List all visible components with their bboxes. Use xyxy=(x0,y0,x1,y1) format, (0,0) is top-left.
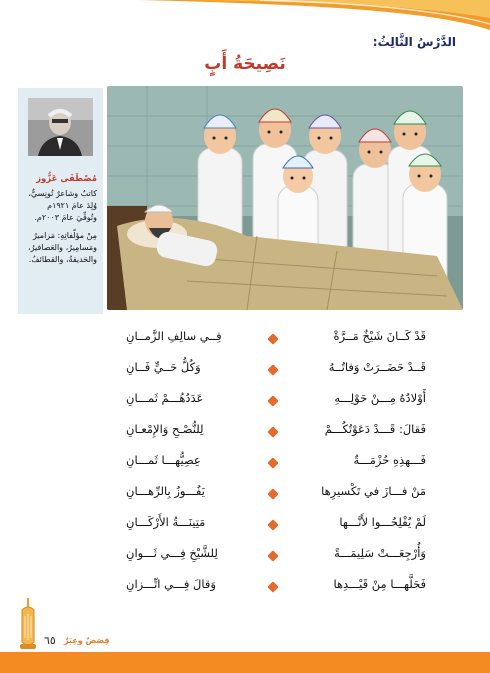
author-bio-line: مِنْ مؤلّفاتِهِ: مَزاميرُ xyxy=(32,231,97,240)
verse-first-hemistich: لَمْ يُفْلِحُـــوا لأَنَّـــها xyxy=(339,515,426,529)
lamp-ornament-icon xyxy=(16,598,40,652)
diamond-icon xyxy=(267,426,278,437)
poem-verse xyxy=(0,542,490,572)
diamond-icon xyxy=(267,581,278,592)
diamond-icon xyxy=(267,364,278,375)
lesson-title: نَصِيحَةُ أَبٍ xyxy=(204,54,286,74)
verse-second-hemistich: مَتِينَـــةُ الأَرْكَـــانِ xyxy=(126,515,206,529)
author-name: مُصْطَفَى عَزُّوز xyxy=(36,174,97,184)
poem-verse xyxy=(0,449,490,479)
verse-first-hemistich: فَحَلَّهـــا مِنْ قَيْـــدِها xyxy=(333,577,426,591)
footer-bar xyxy=(0,652,490,673)
story-illustration xyxy=(107,86,463,310)
page-number: ٦٥ xyxy=(44,634,56,647)
author-bio-line: وتُوفِّيَ عامَ ٢٠٠٣م. xyxy=(34,213,97,222)
verse-second-hemistich: لِلشَّيْخِ فِـــي ثَـــوانِ xyxy=(126,546,218,560)
verse-first-hemistich: مَنْ فـــازَ في تَكْسيرِها xyxy=(321,484,426,498)
verse-first-hemistich: أَوْلادُهُ مِـــنْ حَوْلِـــهِ xyxy=(334,391,426,405)
verse-first-hemistich: وَأُرْجِعَـــتْ سَلِيمَـــةً xyxy=(334,546,426,560)
author-bio-line: والحَديقةُ، والقطائفُ. xyxy=(28,255,97,264)
verse-first-hemistich: فَقالَ: قَـــدْ دَعَوْتُكُـــمْ xyxy=(324,422,426,436)
diamond-icon xyxy=(267,457,278,468)
lesson-label: الدَّرْسُ الثَّالِثُ: xyxy=(372,35,456,49)
author-bio-line: وُلِدَ عامَ ١٩٢١م xyxy=(47,201,97,210)
verse-first-hemistich: فَـــهذِهِ حُزْمَـــةٌ xyxy=(353,453,426,467)
diamond-icon xyxy=(267,519,278,530)
poem-verse xyxy=(0,573,490,603)
author-bio-line: ومَسامِيرُ، والعَصافيرُ، xyxy=(28,243,97,252)
verse-second-hemistich: يَفُـــوزُ بِالرِّهـــانِ xyxy=(126,484,205,498)
diamond-icon xyxy=(267,488,278,499)
author-photo xyxy=(28,98,93,156)
diamond-icon xyxy=(267,333,278,344)
poem-verse xyxy=(0,356,490,386)
author-panel xyxy=(18,88,103,314)
verse-first-hemistich: قَدْ كَــانَ شَيْخٌ مَــرَّةْ xyxy=(333,329,426,343)
verse-second-hemistich: لِلنُّصْـحِ وَالإِمْعـانِ xyxy=(126,422,204,436)
verse-first-hemistich: قَــدْ حَضَــرَتْ وَفاتُــهُ xyxy=(328,360,426,374)
poem-verse xyxy=(0,480,490,510)
verse-second-hemistich: عَدَدُهُـــمْ ثَمـــانِ xyxy=(126,391,204,405)
diamond-icon xyxy=(267,395,278,406)
author-bio-line: كاتبٌ وشاعرٌ تُونِسيٌّ، xyxy=(28,189,97,198)
verse-second-hemistich: فِــي سالِفِ الزَّمــانِ xyxy=(126,329,222,343)
verse-second-hemistich: وَقالَ فِـــي اتِّـــزانِ xyxy=(126,577,216,591)
verse-second-hemistich: وَكُلُّ حَــيٍّ فَــانِ xyxy=(126,360,201,374)
poem-verse xyxy=(0,511,490,541)
poem-verse xyxy=(0,325,490,355)
book-title: قِصَصٌ وعِبَرٌ xyxy=(64,636,110,645)
poem-verse xyxy=(0,418,490,448)
verse-second-hemistich: عِصِيُّهـــا ثَمـــانِ xyxy=(126,453,201,467)
poem-verse xyxy=(0,387,490,417)
diamond-icon xyxy=(267,550,278,561)
